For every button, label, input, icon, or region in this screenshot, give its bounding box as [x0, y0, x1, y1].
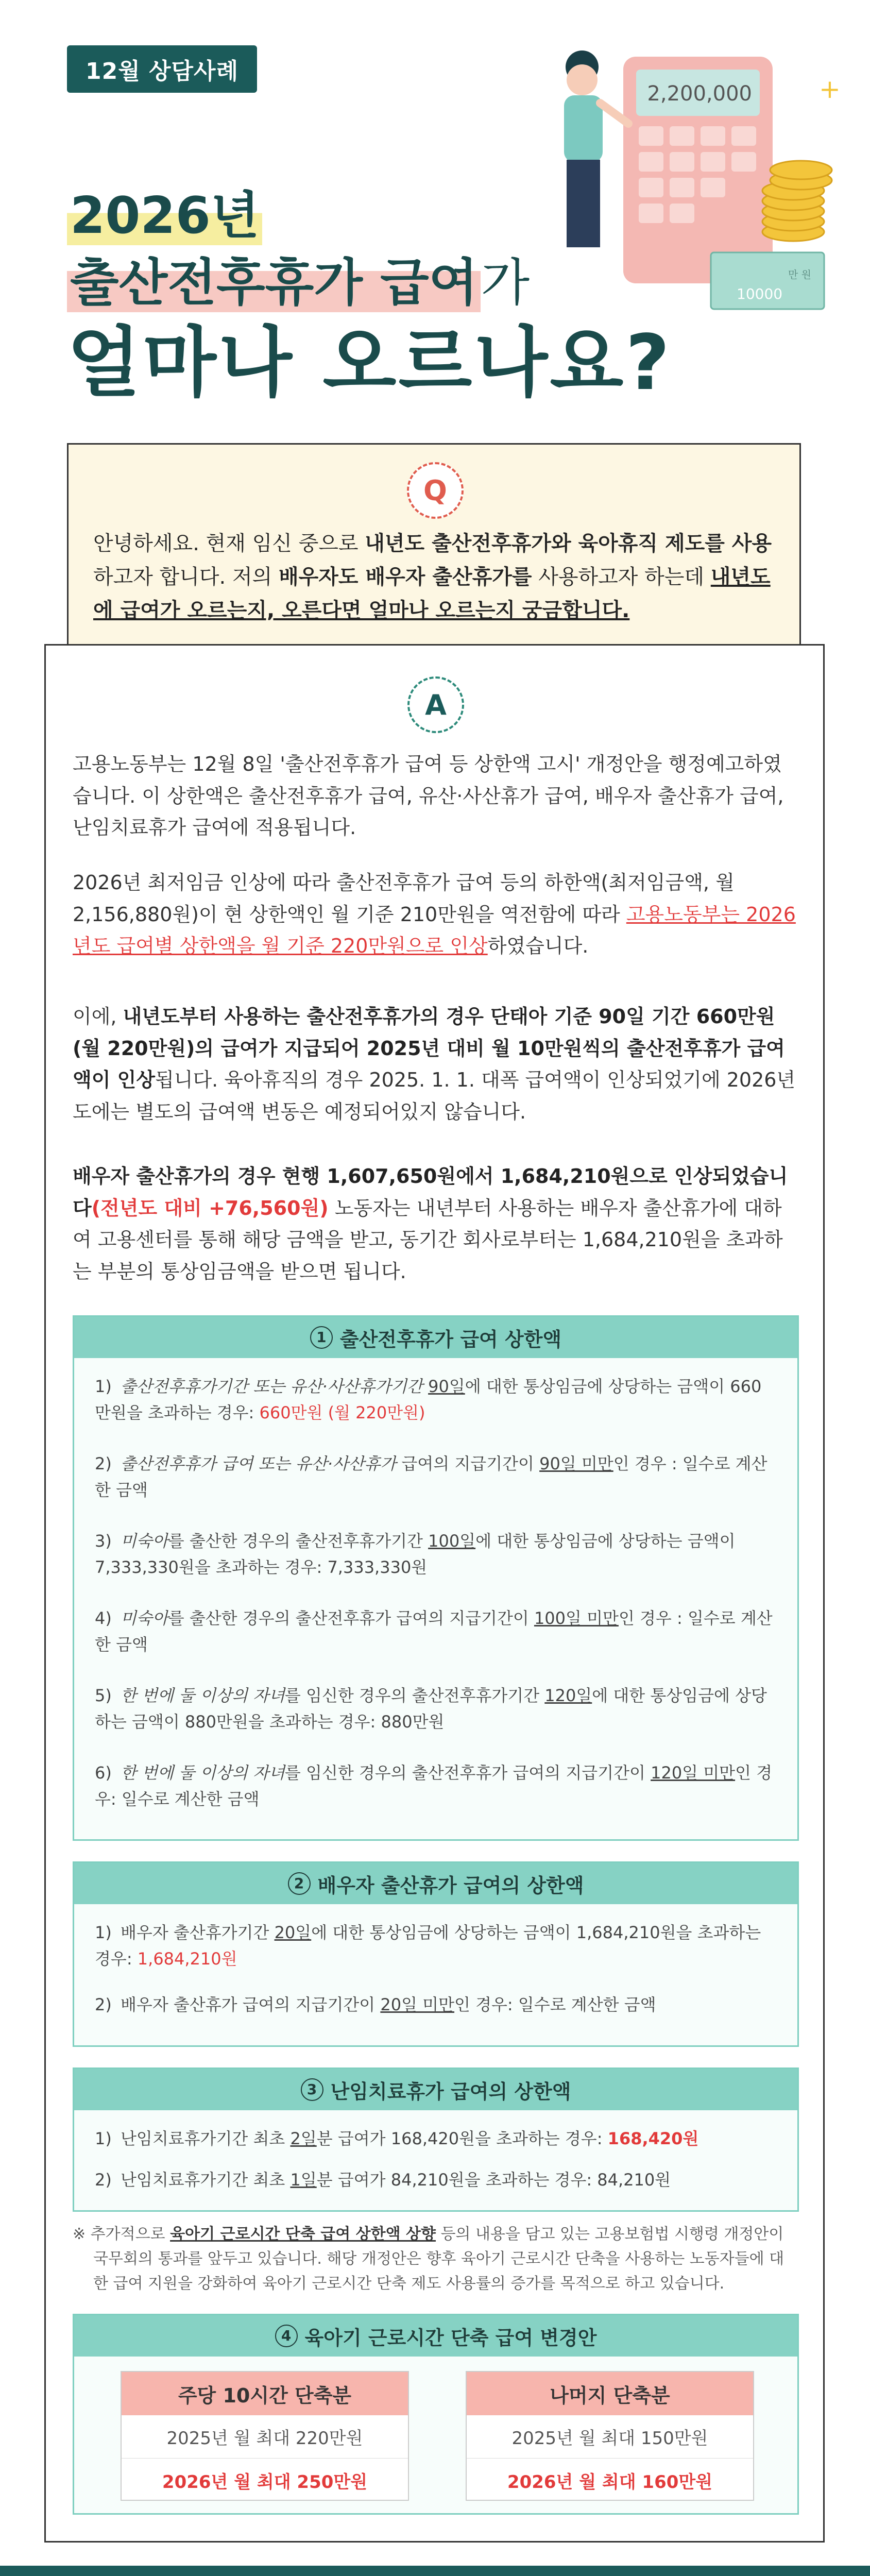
answer-box: [44, 644, 825, 2543]
title-year: 2026년: [67, 191, 262, 241]
table-row-2026: 2026년 월 최대 250만원: [162, 2471, 368, 2493]
list-item: 2) 난임치료휴가기간 최초 1일분 급여가 84,210원을 초과하는 경우: 84,210원: [95, 2170, 671, 2190]
answer-paragraph-4: 배우자 출산휴가의 경우 현행 1,607,650원에서 1,684,210원으로 인상되었습니다(전년도 대비 +76,560원) 노동자는 내년부터 사용하는 배우자 출산휴가에 대하여 고용센터를 통해 해당 금액을 받고, 동기간 회사로부터는 1,684,210원을 초과하는 부분의 통상임금액을 받으면 됩니다.: [73, 1165, 788, 1283]
category-tag: 12월 상담사례: [67, 45, 257, 93]
title-subject: [67, 253, 530, 312]
title-suffix: 가: [481, 253, 530, 312]
list-item: 3) 미숙아를 출산한 경우의 출산전후휴가기간 100일에 대한 통상임금에 상당하는 금액이 7,333,330원을 초과하는 경우: 7,333,330원: [95, 1531, 736, 1578]
list-item: 5) 한 번에 둘 이상의 자녀를 임신한 경우의 출산전후휴가기간 120일에 대한 통상임금에 상당하는 금액이 880만원을 초과하는 경우: 880만원: [95, 1686, 767, 1732]
answer-paragraph-2: 2026년 최저임금 인상에 따라 출산전후휴가 급여 등의 하한액(최저임금액, 월 2,156,880원)이 현 상한액인 월 기준 210만원을 역전함에 따라 고용노동부는 2026년도 급여별 상한액을 월 기준 220만원으로 인상하였습니다.: [73, 871, 796, 958]
banknote-value: 10000: [737, 285, 783, 302]
question-box: [67, 443, 801, 647]
table-left: [121, 2371, 409, 2501]
section-spouse-leave-cap: [73, 1861, 799, 2047]
question-badge: Q: [407, 462, 464, 519]
calculator-woman-illustration: [546, 36, 841, 304]
calculator-display: 2,200,000: [647, 82, 752, 106]
section-maternity-leave-cap: [73, 1315, 799, 1841]
table-header: 주당 10시간 단축분: [122, 2372, 408, 2415]
footnote: ※ 추가적으로 육아기 근로시간 단축 급여 상한액 상향 등의 내용을 담고 있는 고용보험법 시행령 개정안이 국무회의 통과를 앞두고 있습니다. 해당 개정안은 향후 육아기 근로시간 단축을 사용하는 노동자들에 대한 급여 지원을 강화하여 육아기 근로시간 단축 제도 사용률의 증가를 목적으로 하고 있습니다.: [73, 2225, 784, 2293]
answer-paragraph-3: 이에, 내년도부터 사용하는 출산전후휴가의 경우 단태아 기준 90일 기간 660만원(월 220만원)의 급여가 지급되어 2025년 대비 월 10만원씩의 출산전후휴가 급여액이 인상됩니다. 육아휴직의 경우 2025. 1. 1. 대폭 급여액이 인상되었기에 2026년도에는 별도의 급여액 변동은 예정되어있지 않습니다.: [73, 1005, 796, 1123]
list-item: 6) 한 번에 둘 이상의 자녀를 임신한 경우의 출산전후휴가 급여의 지급기간이 120일 미만인 경우: 일수로 계산한 금액: [95, 1763, 773, 1809]
list-item: 1) 출산전후휴가기간 또는 유산·사산휴가기간 90일에 대한 통상임금에 상당하는 금액이 660만원을 초과하는 경우: 660만원 (월 220만원): [95, 1377, 762, 1423]
list-item: 1) 배우자 출산휴가기간 20일에 대한 통상임금에 상당하는 금액이 1,684,210원을 초과하는 경우: 1,684,210원: [95, 1923, 761, 1969]
section-reduced-hours-change: [73, 2314, 799, 2515]
section-3-header: 3 난임치료휴가 급여의 상한액: [74, 2069, 797, 2110]
title-question: 얼마나 오르나요?: [67, 318, 672, 407]
table-row-2025: 2025년 월 최대 220만원: [122, 2415, 408, 2459]
list-item: 4) 미숙아를 출산한 경우의 출산전후휴가 급여의 지급기간이 100일 미만인 경우 : 일수로 계산한 금액: [95, 1608, 773, 1655]
table-right: [466, 2371, 754, 2501]
table-header: 나머지 단축분: [467, 2372, 753, 2415]
section-1-header: 1 출산전후휴가 급여 상한액: [74, 1317, 797, 1358]
banknote-unit: 만 원: [788, 268, 811, 281]
answer-paragraph-1: 고용노동부는 12월 8일 '출산전후휴가 급여 등 상한액 고시' 개정안을 행정예고하였습니다. 이 상한액은 출산전후휴가 급여, 유산·사산휴가 급여, 배우자 출산휴가 급여, 난임치료휴가 급여에 적용됩니다.: [73, 753, 784, 839]
section-2-header: 2 배우자 출산휴가 급여의 상한액: [74, 1863, 797, 1904]
svg-text:+: +: [819, 74, 841, 104]
table-row-2025: 2025년 월 최대 150만원: [467, 2415, 753, 2459]
section-4-header: 4 육아기 근로시간 단축 급여 변경안: [74, 2315, 797, 2357]
answer-badge: A: [407, 676, 464, 733]
table-row-2026: 2026년 월 최대 160만원: [507, 2471, 713, 2493]
list-item: 2) 배우자 출산휴가 급여의 지급기간이 20일 미만인 경우: 일수로 계산한 금액: [95, 1995, 656, 2014]
question-text: 안녕하세요. 현재 임신 중으로 내년도 출산전후휴가와 육아휴직 제도를 사용하고자 합니다. 저의 배우자도 배우자 출산휴가를 사용하고자 하는데 내년도 에 급여가 오르는지, 오른다면 얼마나 오르는지 궁금합니다.: [93, 532, 772, 622]
title-highlight: 출산전후휴가 급여: [67, 253, 481, 312]
list-item: 2) 출산전후휴가 급여 또는 유산·사산휴가 급여의 지급기간이 90일 미만인 경우 : 일수로 계산한 금액: [95, 1454, 767, 1500]
section-infertility-leave-cap: [73, 2067, 799, 2212]
list-item: 1) 난임치료휴가기간 최초 2일분 급여가 168,420원을 초과하는 경우: 168,420원: [95, 2129, 699, 2148]
footer: [0, 2566, 870, 2576]
